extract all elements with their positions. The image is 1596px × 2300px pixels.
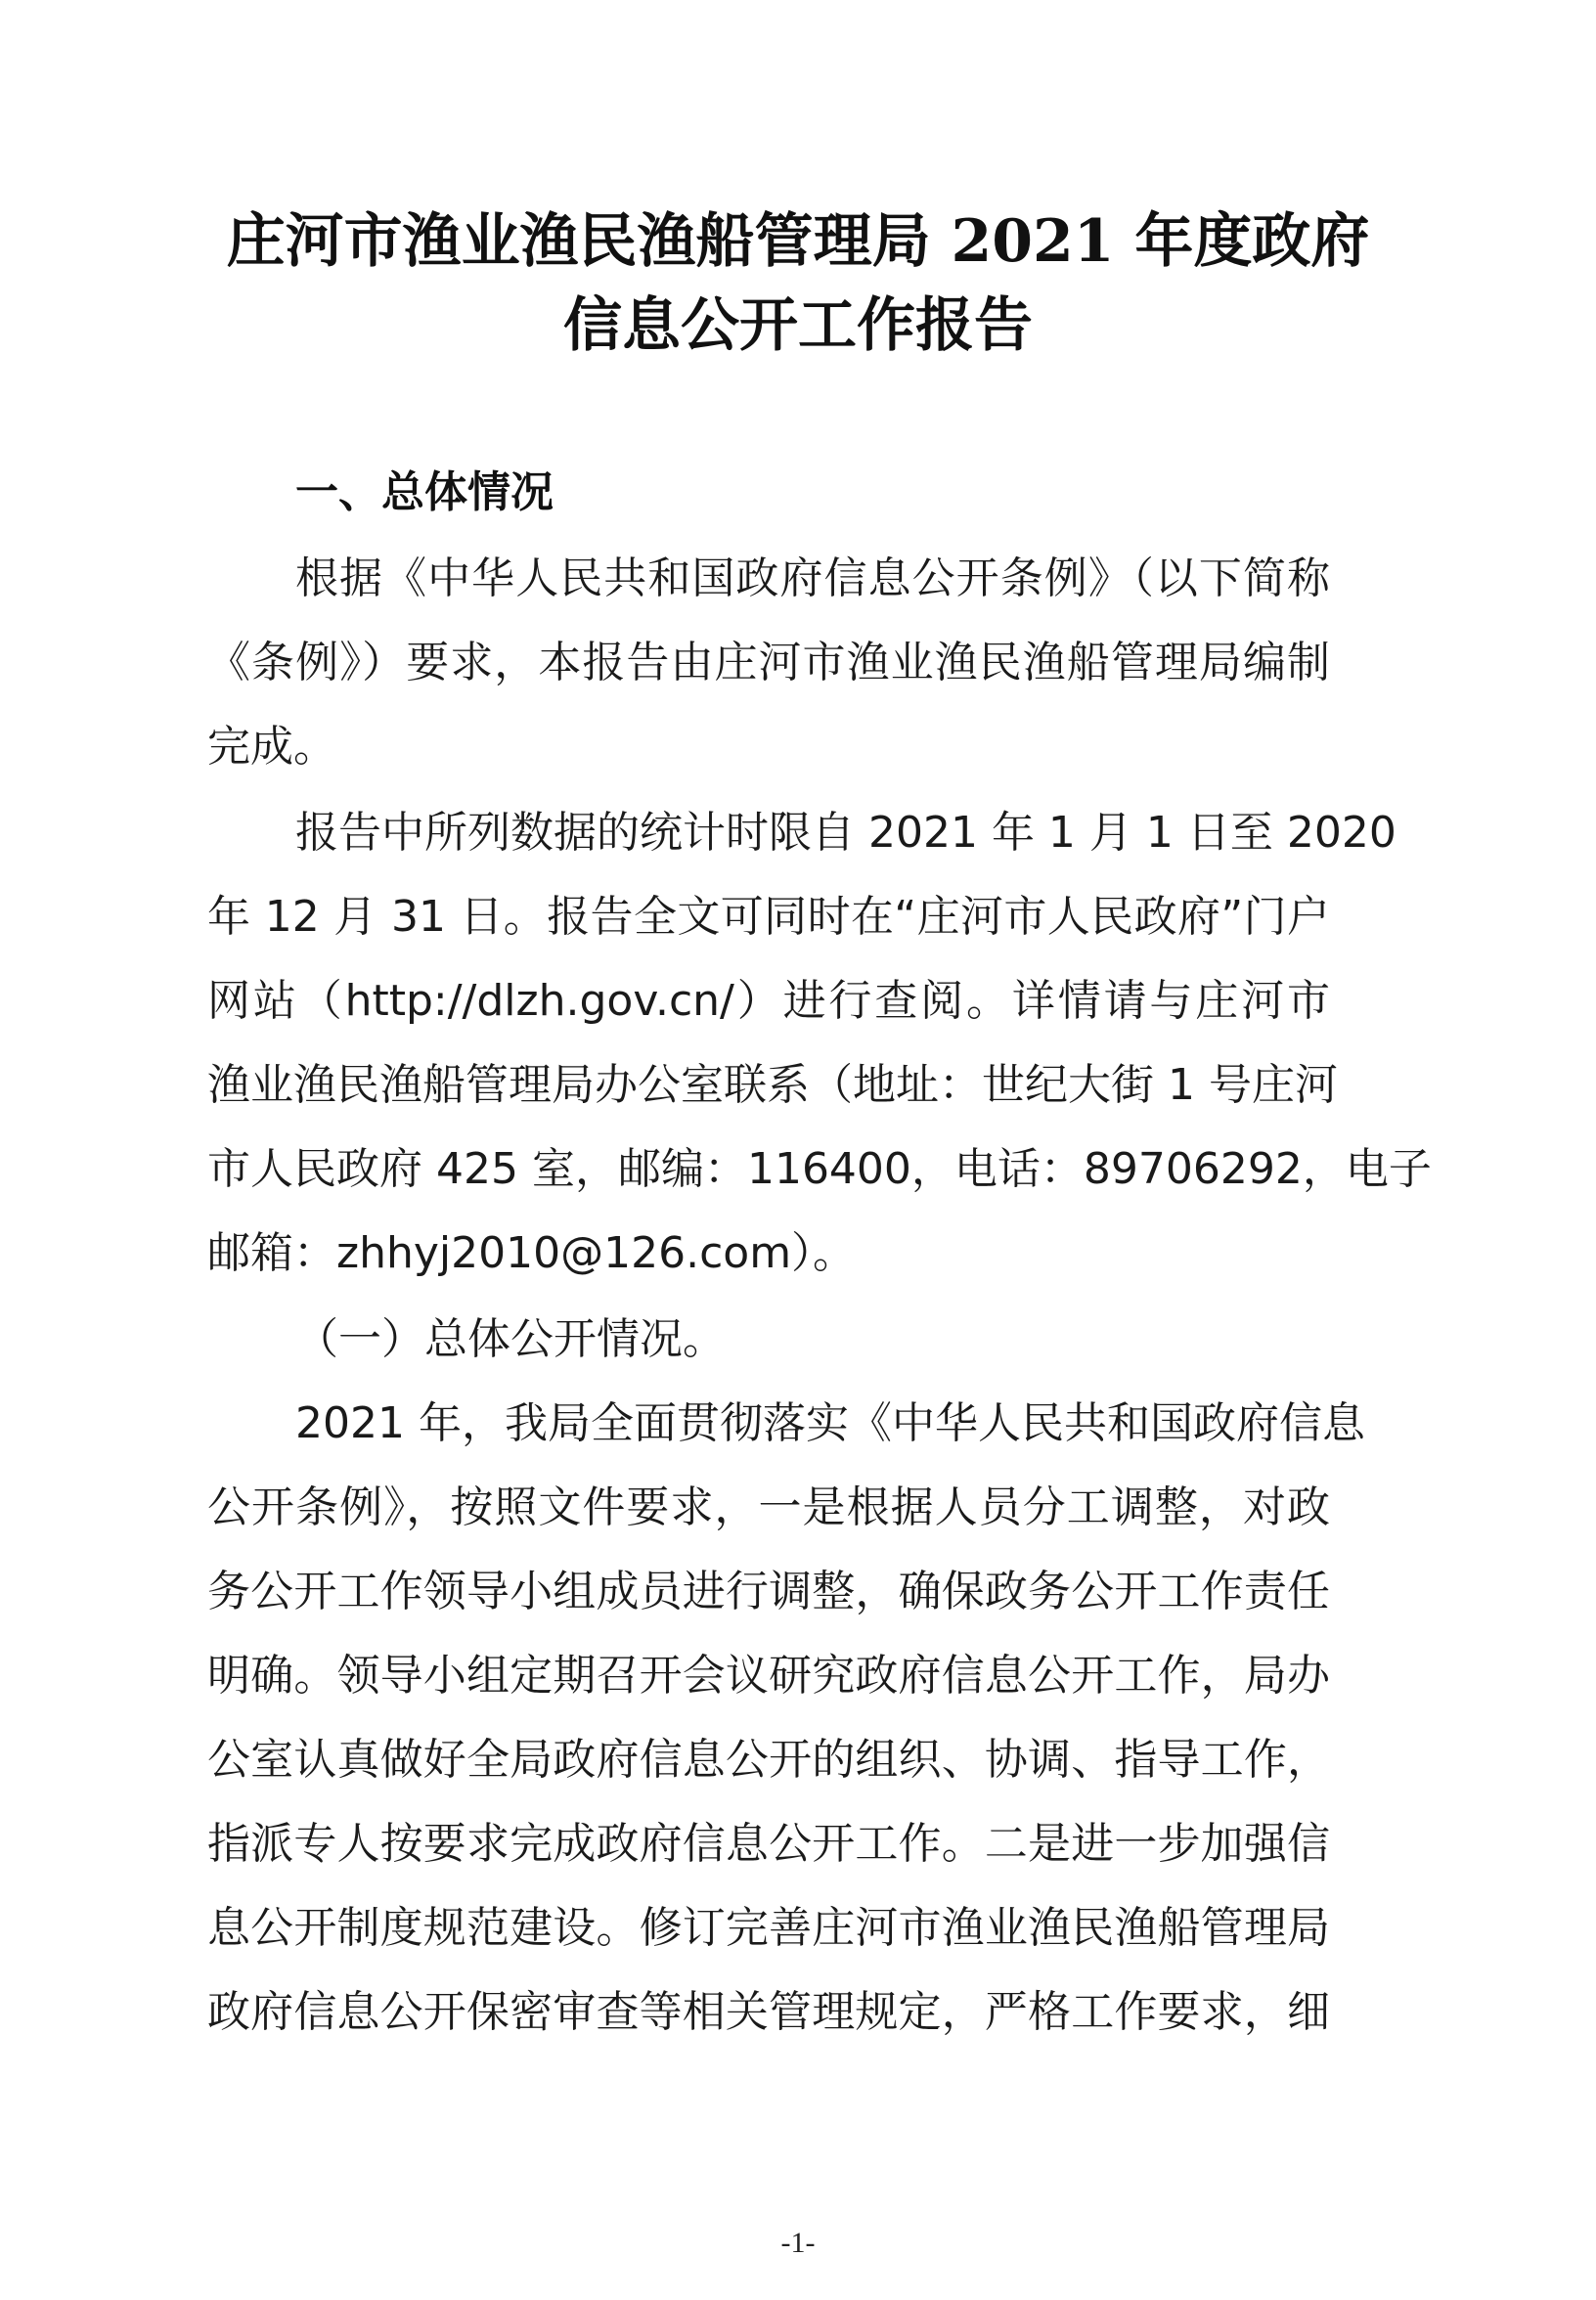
paragraph-line: 公开条例》，按照文件要求，一是根据人员分工调整，对政 <box>207 1482 1330 1532</box>
paragraph-line: 根据《中华人民共和国政府信息公开条例》（以下简称 <box>295 553 1330 603</box>
paragraph-line: 指派专人按要求完成政府信息公开工作。二是进一步加强信 <box>207 1819 1330 1869</box>
paragraph-line: 渔业渔民渔船管理局办公室联系（地址：世纪大街 1 号庄河 <box>207 1060 1338 1110</box>
paragraph-line: 报告中所列数据的统计时限自 2021 年 1 月 1 日至 2020 <box>295 808 1396 858</box>
paragraph-line: 邮箱：zhhyj2010@126.com）。 <box>207 1228 857 1278</box>
document-title-line-2: 信息公开工作报告 <box>563 291 1033 360</box>
paragraph-line: 网站（http://dlzh.gov.cn/）进行查阅。详情请与庄河市 <box>207 976 1330 1026</box>
paragraph-line: 政府信息公开保密审查等相关管理规定，严格工作要求，细 <box>207 1987 1330 2037</box>
section-heading-overview: 一、总体情况 <box>295 467 554 517</box>
page-number: -1- <box>780 2227 816 2259</box>
paragraph-line: 明确。领导小组定期召开会议研究政府信息公开工作，局办 <box>207 1651 1330 1701</box>
paragraph-line: 2021 年，我局全面贯彻落实《中华人民共和国政府信息 <box>295 1398 1365 1448</box>
paragraph-line: 市人民政府 425 室，邮编：116400，电话：89706292，电子 <box>207 1144 1432 1194</box>
paragraph-line: 年 12 月 31 日。报告全文可同时在“庄河市人民政府”门户 <box>207 892 1330 942</box>
paragraph-line: 《条例》）要求，本报告由庄河市渔业渔民渔船管理局编制 <box>207 638 1330 687</box>
paragraph-line: 息公开制度规范建设。修订完善庄河市渔业渔民渔船管理局 <box>207 1903 1330 1953</box>
paragraph-line: 完成。 <box>207 722 336 772</box>
document-title-line-1: 庄河市渔业渔民渔船管理局 2021 年度政府 <box>226 207 1370 276</box>
paragraph-line: 公室认真做好全局政府信息公开的组织、协调、指导工作， <box>207 1735 1330 1785</box>
subsection-heading: （一）总体公开情况。 <box>295 1314 726 1364</box>
paragraph-line: 务公开工作领导小组成员进行调整，确保政务公开工作责任 <box>207 1567 1330 1616</box>
